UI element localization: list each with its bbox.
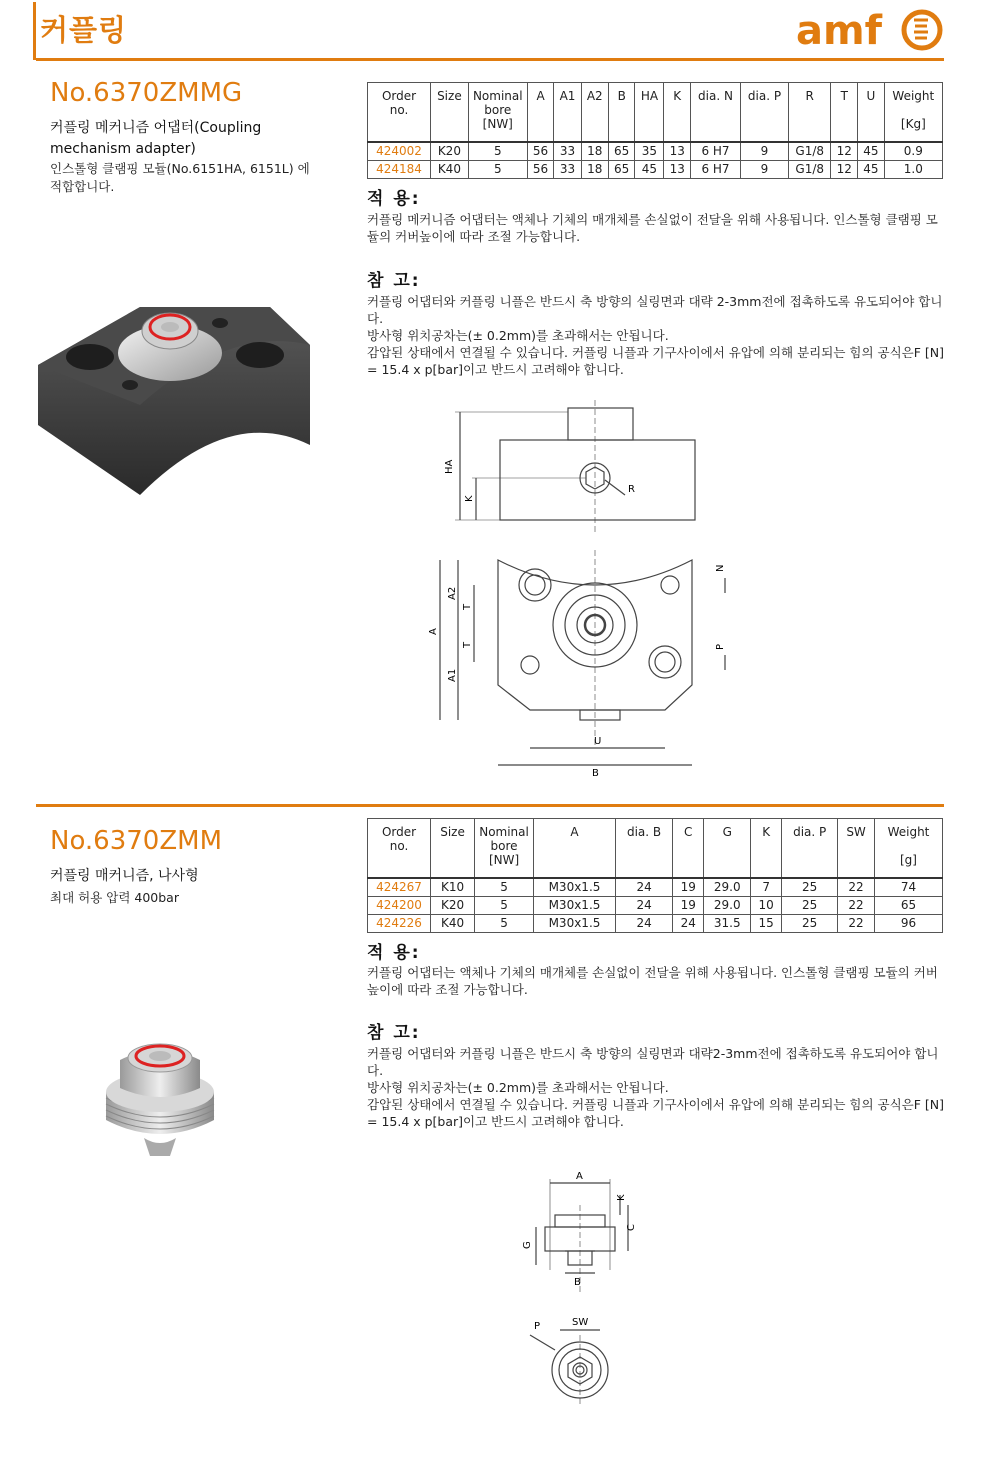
table-cell: 24: [673, 915, 704, 933]
note-heading: 참 고:: [367, 1023, 421, 1043]
product-image-coupling: [100, 1030, 220, 1160]
section-divider: [36, 804, 944, 807]
table-cell: 29.0: [704, 878, 751, 897]
order-number[interactable]: 424226: [368, 915, 431, 933]
col-weight: Weight [g]: [874, 819, 942, 879]
table-cell: K10: [431, 878, 475, 897]
table-cell: K20: [431, 897, 475, 915]
table-cell: 25: [782, 897, 838, 915]
table-cell: 45: [635, 161, 664, 179]
note-heading: 참 고:: [367, 271, 421, 291]
technical-drawing-adapter: [428, 400, 740, 780]
col-t: T: [831, 83, 858, 143]
table-row: [368, 897, 943, 915]
logo-text: amf: [796, 8, 883, 54]
table-cell: 6 H7: [691, 161, 741, 179]
col-a: A: [527, 83, 554, 143]
usage-heading: 적 용:: [367, 943, 421, 963]
dim-label: C: [626, 1224, 637, 1231]
table-cell: 29.0: [704, 897, 751, 915]
col-dia-p: dia. P: [782, 819, 838, 879]
usage-text: 커플링 어댑터는 액체나 기체의 매개체를 손실없이 전달을 위해 사용됩니다. 인스톨형 클램핑 모듈의 커버높이에 따라 조절 가능합니다.: [367, 965, 938, 997]
table-cell: M30x1.5: [534, 878, 616, 897]
product-code: No.6370ZMMG: [50, 78, 243, 108]
dim-label: N: [715, 564, 726, 572]
table-cell: 45: [858, 161, 885, 179]
table-cell: 25: [782, 915, 838, 933]
table-cell: 1.0: [884, 161, 942, 179]
spec-table-2: [367, 818, 943, 933]
order-number[interactable]: 424184: [368, 161, 431, 179]
table-cell: 5: [468, 161, 527, 179]
table-cell: M30x1.5: [534, 897, 616, 915]
dim-label: A1: [447, 668, 458, 682]
note-text: [367, 1045, 945, 1130]
table-cell: G1/8: [788, 142, 831, 161]
col-k: K: [664, 83, 691, 143]
dim-label: A: [576, 1171, 583, 1182]
col-g: G: [704, 819, 751, 879]
table-cell: 6 H7: [691, 142, 741, 161]
table-cell: 24: [615, 915, 672, 933]
note-line: 방사형 위치공차는(± 0.2mm)를 초과해서는 안됩니다.: [367, 1080, 669, 1095]
dim-label: HA: [444, 459, 455, 474]
dim-label: K: [616, 1194, 627, 1201]
note-line: 방사형 위치공차는(± 0.2mm)를 초과해서는 안됩니다.: [367, 328, 669, 343]
col-nominal-bore: Nominal bore [NW]: [468, 83, 527, 143]
product-description: 인스톨형 클램핑 모듈(No.6151HA, 6151L) 에 적합합니다.: [50, 161, 310, 194]
table-cell: 5: [475, 915, 534, 933]
table-row: [368, 161, 943, 179]
col-dia-b: dia. B: [615, 819, 672, 879]
table-cell: 25: [782, 878, 838, 897]
dim-label: B: [574, 1277, 581, 1288]
col-b: B: [608, 83, 635, 143]
col-size: Size: [431, 819, 475, 879]
dim-label: R: [628, 484, 635, 495]
table-cell: 22: [838, 897, 875, 915]
table-row: [368, 915, 943, 933]
table-cell: 13: [664, 142, 691, 161]
table-cell: 24: [615, 897, 672, 915]
table-cell: 33: [554, 142, 581, 161]
table-cell: 31.5: [704, 915, 751, 933]
order-number[interactable]: 424267: [368, 878, 431, 897]
table-cell: M30x1.5: [534, 915, 616, 933]
table-cell: 12: [831, 161, 858, 179]
col-a1: A1: [554, 83, 581, 143]
col-r: R: [788, 83, 831, 143]
table-cell: 5: [475, 878, 534, 897]
table-header-row: [368, 819, 943, 879]
dim-label: P: [715, 643, 726, 650]
product-subtitle: 커플링 메커니즘 어댑터(Coupling mechanism adapter): [50, 120, 262, 157]
table-cell: 0.9: [884, 142, 942, 161]
col-sw: SW: [838, 819, 875, 879]
table-cell: 56: [527, 142, 554, 161]
dim-label: G: [522, 1241, 533, 1249]
table-cell: 18: [581, 142, 608, 161]
table-cell: 15: [751, 915, 782, 933]
table-cell: 65: [874, 897, 942, 915]
table-cell: 9: [741, 142, 789, 161]
table-cell: 19: [673, 878, 704, 897]
table-cell: 45: [858, 142, 885, 161]
product-subtitle: 커플링 매커니즘, 나사형: [50, 868, 199, 884]
table-cell: K40: [431, 915, 475, 933]
table-cell: 33: [554, 161, 581, 179]
table-cell: 9: [741, 161, 789, 179]
order-number[interactable]: 424200: [368, 897, 431, 915]
col-order: Order no.: [368, 819, 431, 879]
table-cell: 35: [635, 142, 664, 161]
table-cell: 65: [608, 142, 635, 161]
dim-label: B: [592, 768, 599, 779]
col-k: K: [751, 819, 782, 879]
table-cell: 74: [874, 878, 942, 897]
dim-label: T: [462, 603, 473, 610]
col-u: U: [858, 83, 885, 143]
header-accent-bar: [33, 2, 36, 60]
table-header-row: [368, 83, 943, 143]
product-description: 최대 허용 압력 400bar: [50, 890, 179, 905]
table-cell: G1/8: [788, 161, 831, 179]
col-dia-p: dia. P: [741, 83, 789, 143]
product-code: No.6370ZMM: [50, 826, 223, 856]
col-order: Order no.: [368, 83, 431, 143]
table-cell: 10: [751, 897, 782, 915]
table-cell: 12: [831, 142, 858, 161]
note-line: 커플링 어댑터와 커플링 니플은 반드시 축 방향의 실링면과 대략 2-3mm전에 접촉하도록 유도되어야 합니다.: [367, 294, 943, 326]
note-line: 감압된 상태에서 연결될 수 있습니다. 커플링 니플과 기구사이에서 유압에 의해 분리되는 힘의 공식은F [N] = 15.4 x p[bar]이고 반드시 고려해야 합니다.: [367, 1097, 944, 1129]
product-image-adapter: [30, 285, 320, 495]
usage-text: 커플링 메커니즘 어댑터는 액체나 기체의 매개체를 손실없이 전달을 위해 사용됩니다. 인스톨형 클램핑 모듈의 커버높이에 따라 조절 가능합니다.: [367, 212, 938, 244]
dim-label: A2: [447, 586, 458, 600]
table-cell: 5: [475, 897, 534, 915]
col-a2: A2: [581, 83, 608, 143]
table-cell: 65: [608, 161, 635, 179]
dim-label: K: [464, 495, 475, 502]
col-weight: Weight [Kg]: [884, 83, 942, 143]
table-cell: 13: [664, 161, 691, 179]
order-number[interactable]: 424002: [368, 142, 431, 161]
col-a: A: [534, 819, 616, 879]
table-cell: 19: [673, 897, 704, 915]
table-cell: K20: [431, 142, 469, 161]
dim-label: T: [462, 641, 473, 648]
dim-label: A: [428, 628, 439, 635]
col-ha: HA: [635, 83, 664, 143]
table-cell: 56: [527, 161, 554, 179]
table-cell: 7: [751, 878, 782, 897]
header-divider: [36, 58, 944, 61]
spec-table-1: [367, 82, 943, 179]
table-cell: K40: [431, 161, 469, 179]
dim-label: P: [534, 1321, 541, 1332]
table-row: [368, 142, 943, 161]
table-cell: 18: [581, 161, 608, 179]
dim-label: SW: [572, 1317, 589, 1328]
col-dia-n: dia. N: [691, 83, 741, 143]
table-cell: 22: [838, 878, 875, 897]
col-c: C: [673, 819, 704, 879]
dim-label: U: [594, 736, 602, 747]
page-title: 커플링: [40, 13, 128, 47]
table-row: [368, 878, 943, 897]
note-text: [367, 293, 945, 378]
table-cell: 22: [838, 915, 875, 933]
table-cell: 96: [874, 915, 942, 933]
col-nominal-bore: Nominal bore [NW]: [475, 819, 534, 879]
table-cell: 24: [615, 878, 672, 897]
col-size: Size: [431, 83, 469, 143]
note-line: 커플링 어댑터와 커플링 니플은 반드시 축 방향의 실링면과 대략2-3mm전에 접촉하도록 유도되어야 합니다.: [367, 1046, 939, 1078]
technical-drawing-coupling: [510, 1165, 660, 1415]
amf-logo: [794, 6, 944, 52]
table-cell: 5: [468, 142, 527, 161]
note-line: 감압된 상태에서 연결될 수 있습니다. 커플링 니플과 기구사이에서 유압에 의해 분리되는 힘의 공식은F [N] = 15.4 x p[bar]이고 반드시 고려해야 합니다.: [367, 345, 944, 377]
usage-heading: 적 용:: [367, 189, 421, 209]
